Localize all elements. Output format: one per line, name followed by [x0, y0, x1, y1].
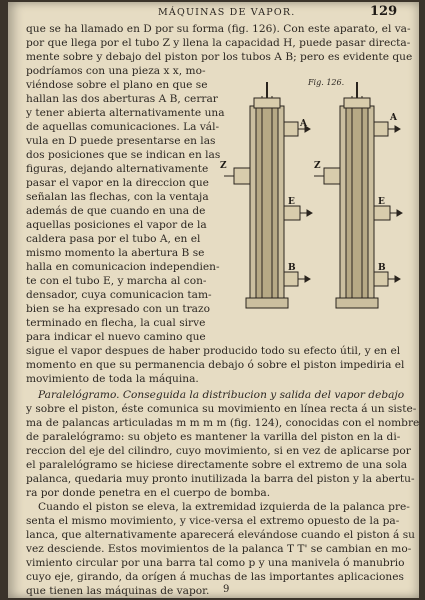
figure-label-z-left: Z — [220, 161, 227, 171]
text-line: palanca, quedaria muy pronto inutilizada la barra del piston y la abertu- — [26, 473, 415, 485]
text-line: dos posiciones que se indican en las — [26, 149, 221, 161]
steam-valve-figure — [218, 76, 408, 326]
figure-label-b-left: B — [288, 263, 296, 273]
page-header — [8, 4, 419, 20]
text-line: además de que cuando en una de — [26, 205, 206, 217]
text-line: Cuando el piston se eleva, la extremidad izquierda de la palanca pre- — [38, 501, 410, 513]
figure-label-e-right: E — [378, 197, 385, 207]
text-line: por que llega por el tubo Z y llena la capacidad H, puede pasar directa- — [26, 37, 411, 49]
text-line: te con el tubo E, y marcha al con- — [26, 275, 207, 287]
text-line: movimiento de toda la máquina. — [26, 373, 199, 385]
figure-label-a-left: A — [300, 119, 307, 129]
text-line: de paralelógramo: su objeto es mantener la varilla del piston en la di- — [26, 431, 401, 443]
valve-diagram-left — [224, 82, 312, 308]
page-number: 129 — [370, 4, 398, 19]
text-line: sigue el vapor despues de haber producido todo su efecto útil, y en el — [26, 345, 401, 357]
text-line: momento en que su permanencia debajo ó sobre el piston impediria el — [26, 359, 405, 371]
text-line: señalan las flechas, con la ventaja — [26, 191, 209, 203]
signature-mark: 9 — [223, 584, 230, 595]
text-line: vula en D puede presentarse en las — [26, 135, 216, 147]
text-line: senta el mismo movimiento, y vice-versa el extremo opuesto de la pa- — [26, 515, 400, 527]
running-title: MÁQUINAS DE VAPOR. — [158, 7, 296, 18]
text-line: ma de palancas articuladas m m m m (fig. 124), conocidas con el nombre — [26, 417, 419, 429]
text-line: viéndose sobre el plano en que se — [26, 79, 208, 91]
text-line: que se ha llamado en D por su forma (fig. 126). Con este aparato, el va- — [26, 23, 411, 35]
text-line: terminado en flecha, la cual sirve — [26, 317, 206, 329]
text-line: pasar el vapor en la direccion que — [26, 177, 209, 189]
figure-caption: Fig. 126. — [308, 78, 345, 87]
figure-label-a-right: A — [390, 113, 397, 123]
valve-diagram-right — [314, 82, 402, 308]
text-line: el paralelógramo se hiciese directamente sobre el extremo de una sola — [26, 459, 408, 471]
figure-label-z-right: Z — [314, 161, 321, 171]
text-line: cuyo eje, girando, da orígen á muchas de las importantes aplicaciones — [26, 571, 404, 583]
figure-label-e-left: E — [288, 197, 295, 207]
text-line: que tienen las máquinas de vapor. — [26, 585, 210, 597]
section-heading-line: Paralelógramo. Conseguida la distribucion y salida del vapor debajo — [38, 389, 405, 401]
text-line: vimiento circular por una barra tal como p y una manivela ó manubrio — [26, 557, 405, 569]
text-line: de aquellas comunicaciones. La vál- — [26, 121, 220, 133]
text-line: aquellas posiciones el vapor de la — [26, 219, 207, 231]
text-line: reccion del eje del cilindro, cuyo movimiento, si en vez de aplicarse por — [26, 445, 411, 457]
text-line: para indicar el nuevo camino que — [26, 331, 206, 343]
text-line: figuras, dejando alternativamente — [26, 163, 209, 175]
text-line: vez desciende. Estos movimientos de la palanca T T' se cambian en mo- — [26, 543, 412, 555]
text-line: halla en comunicacion independien- — [26, 261, 220, 273]
text-line: mente sobre y debajo del piston por los tubos A B; pero es evidente que — [26, 51, 413, 63]
text-line: podríamos con una pieza x x, mo- — [26, 65, 206, 77]
text-line: caldera pasa por el tubo A, en el — [26, 233, 201, 245]
text-line: hallan las dos aberturas A B, cerrar — [26, 93, 218, 105]
text-line: bien se ha expresado con un trazo — [26, 303, 210, 315]
text-line: lanca, que alternativamente aparecerá elevándose cuando el piston á su — [26, 529, 415, 541]
text-line: ra por donde penetra en el cuerpo de bomba. — [26, 487, 271, 499]
text-line: y tener abierta alternativamente una — [26, 107, 225, 119]
text-line: densador, cuya comunicacion tam- — [26, 289, 212, 301]
book-page — [8, 2, 419, 598]
figure-label-b-right: B — [378, 263, 386, 273]
text-line: y sobre el piston, éste comunica su movimiento en línea recta á un siste- — [26, 403, 417, 415]
text-line: mismo momento la abertura B se — [26, 247, 205, 259]
